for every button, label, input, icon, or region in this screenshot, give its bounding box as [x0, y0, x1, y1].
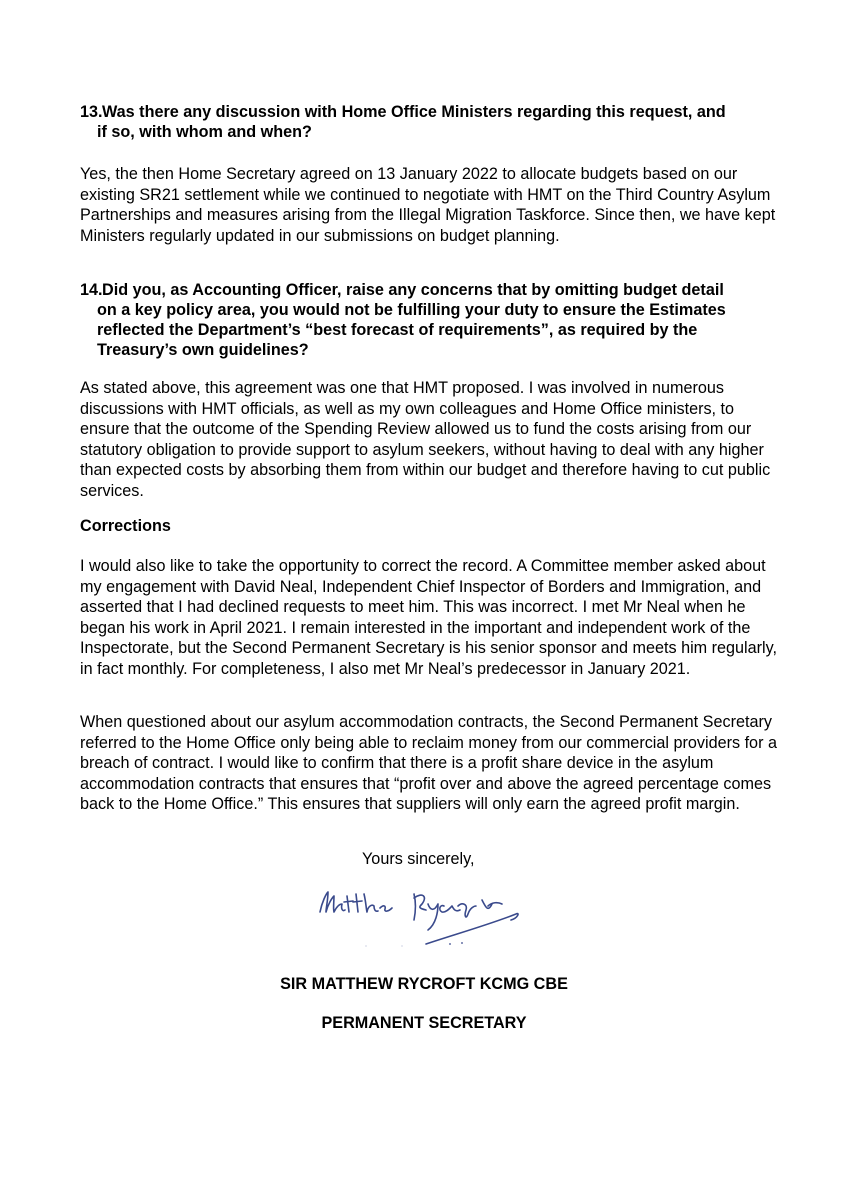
question-line-2: if so, with whom and when? — [97, 123, 312, 141]
answer-14: As stated above, this agreement was one that HMT proposed. I was involved in numerous discussions with HMT officials, as well as my own colleagues and Home Office ministers, to ensure that the outcome of the Spending Review allowed us to fund the costs arising from our statutory obligation to provide support to asylum seekers, without having to deal with any higher than expected costs by absorbing them from within our budget and therefore having to cut public services. — [80, 379, 771, 500]
question-line-1: Was there any discussion with Home Office Ministers regarding this request, and — [102, 103, 726, 121]
question-continuation: on a key policy area, you would not be fulfilling your duty to ensure the Estimates reflected the Department’s “best forecast of requirements”, as required by the Treasury’s own guidelines? — [97, 301, 726, 359]
handwritten-signature — [306, 872, 536, 952]
answer-13: Yes, the then Home Secretary agreed on 13 January 2022 to allocate budgets based on our existing SR21 settlement while we continued to negotiate with HMT on the Third Country Asylum Partnerships and measures arising from the Illegal Migration Taskforce. Since then, we have kept Ministers regularly updated in our submissions on budget planning. — [80, 165, 776, 245]
signatory-title: PERMANENT SECRETARY — [321, 1014, 527, 1032]
question-line-1: Did you, as Accounting Officer, raise any concerns that by omitting budget detail — [102, 281, 724, 299]
corrections-heading: Corrections — [80, 517, 171, 535]
question-14 — [80, 280, 780, 360]
corrections-paragraph-1: I would also like to take the opportunity to correct the record. A Committee member asked about my engagement with David Neal, Independent Chief Inspector of Borders and Immigration, and asserted that I had declined requests to meet him. This was incorrect. I met Mr Neal when he began his work in April 2021. I remain interested in the important and independent work of the Inspectorate, but the Second Permanent Secretary is his senior sponsor and meets him regularly, in fact monthly. For completeness, I also met Mr Neal’s predecessor in January 2021. — [80, 557, 778, 678]
question-13 — [80, 102, 780, 142]
closing: Yours sincerely, — [362, 850, 475, 868]
corrections-paragraph-2: When questioned about our asylum accommodation contracts, the Second Permanent Secretary referred to the Home Office only being able to reclaim money from our commercial providers for a breach of contract. I would like to confirm that there is a profit share device in the asylum accommodation contracts that ensures that “profit over and above the agreed percentage comes back to the Home Office.” This ensures that suppliers will only earn the agreed profit margin. — [80, 713, 777, 814]
question-number: 14. — [80, 281, 103, 299]
signatory-name: SIR MATTHEW RYCROFT KCMG CBE — [280, 975, 568, 993]
question-number: 13. — [80, 103, 103, 121]
